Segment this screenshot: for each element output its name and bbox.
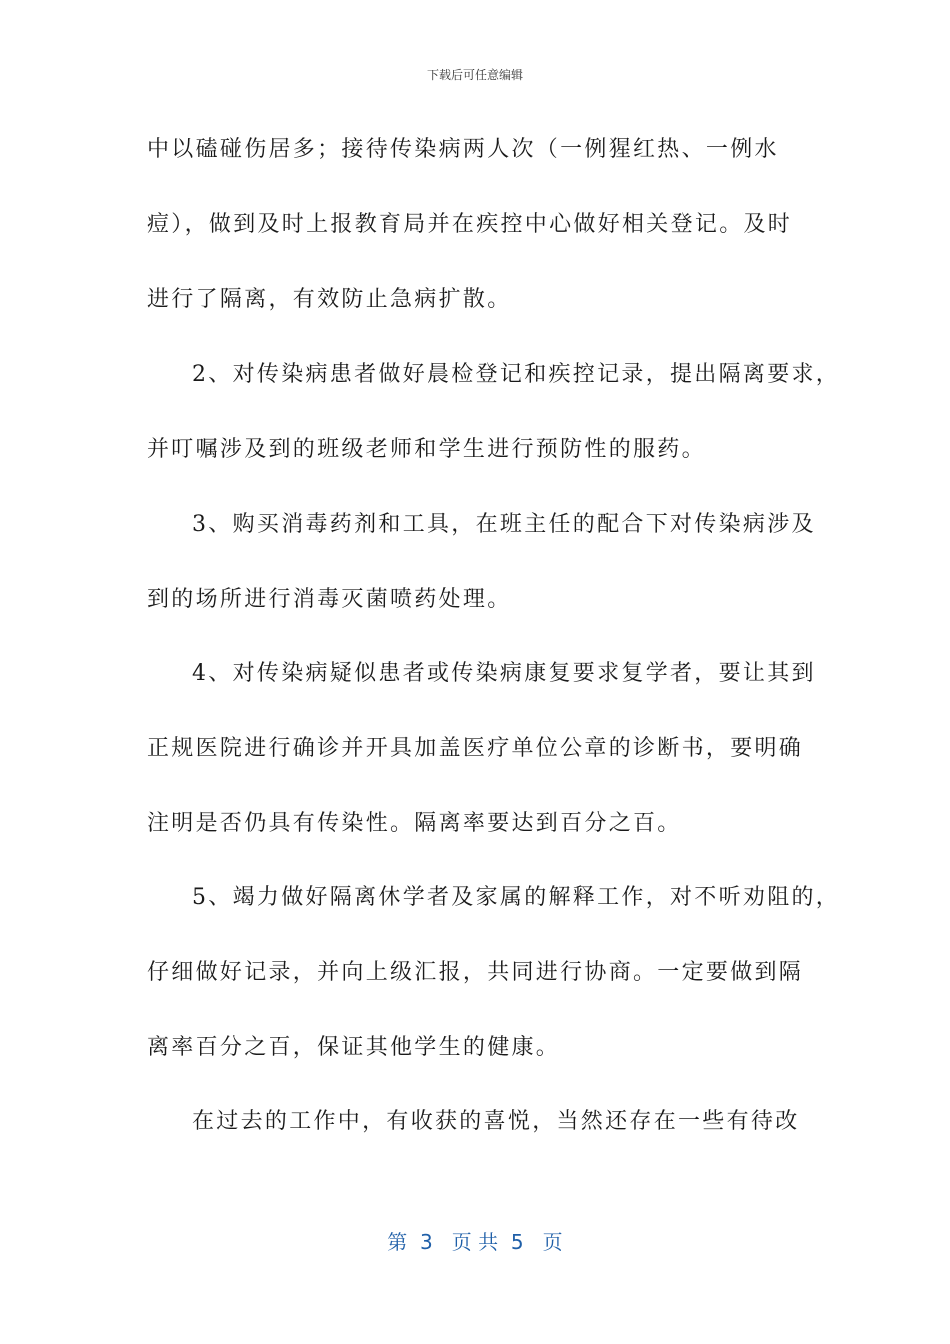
- body-line: 4、对传染病疑似患者或传染病康复要求复学者，要让其到: [192, 661, 816, 686]
- body-line: 在过去的工作中，有收获的喜悦，当然还存在一些有待改: [192, 1109, 800, 1134]
- body-line: 并叮嘱涉及到的班级老师和学生进行预防性的服药。: [147, 437, 706, 462]
- body-line: 痘），做到及时上报教育局并在疾控中心做好相关登记。及时: [147, 212, 793, 237]
- body-line: 5、竭力做好隔离休学者及家属的解释工作，对不听劝阻的，: [192, 885, 841, 910]
- body-line: 离率百分之百，保证其他学生的健康。: [147, 1035, 561, 1060]
- body-line: 到的场所进行消毒灭菌喷药处理。: [147, 587, 512, 612]
- page-number-footer: 第 3 页 共 5 页: [387, 1230, 563, 1254]
- body-line: 中以磕碰伤居多；接待传染病两人次（一例猩红热、一例水: [147, 137, 779, 162]
- body-line: 2、对传染病患者做好晨检登记和疾控记录，提出隔离要求，: [192, 362, 841, 387]
- body-line: 3、购买消毒药剂和工具，在班主任的配合下对传染病涉及: [192, 512, 816, 537]
- body-line: 注明是否仍具有传染性。隔离率要达到百分之百。: [147, 811, 682, 836]
- body-line: 正规医院进行确诊并开具加盖医疗单位公章的诊断书，要明确: [147, 736, 804, 761]
- page-header: 下载后可任意编辑: [426, 68, 523, 82]
- body-line: 仔细做好记录，并向上级汇报，共同进行协商。一定要做到隔: [147, 960, 804, 985]
- body-line: 进行了隔离，有效防止急病扩散。: [147, 287, 512, 312]
